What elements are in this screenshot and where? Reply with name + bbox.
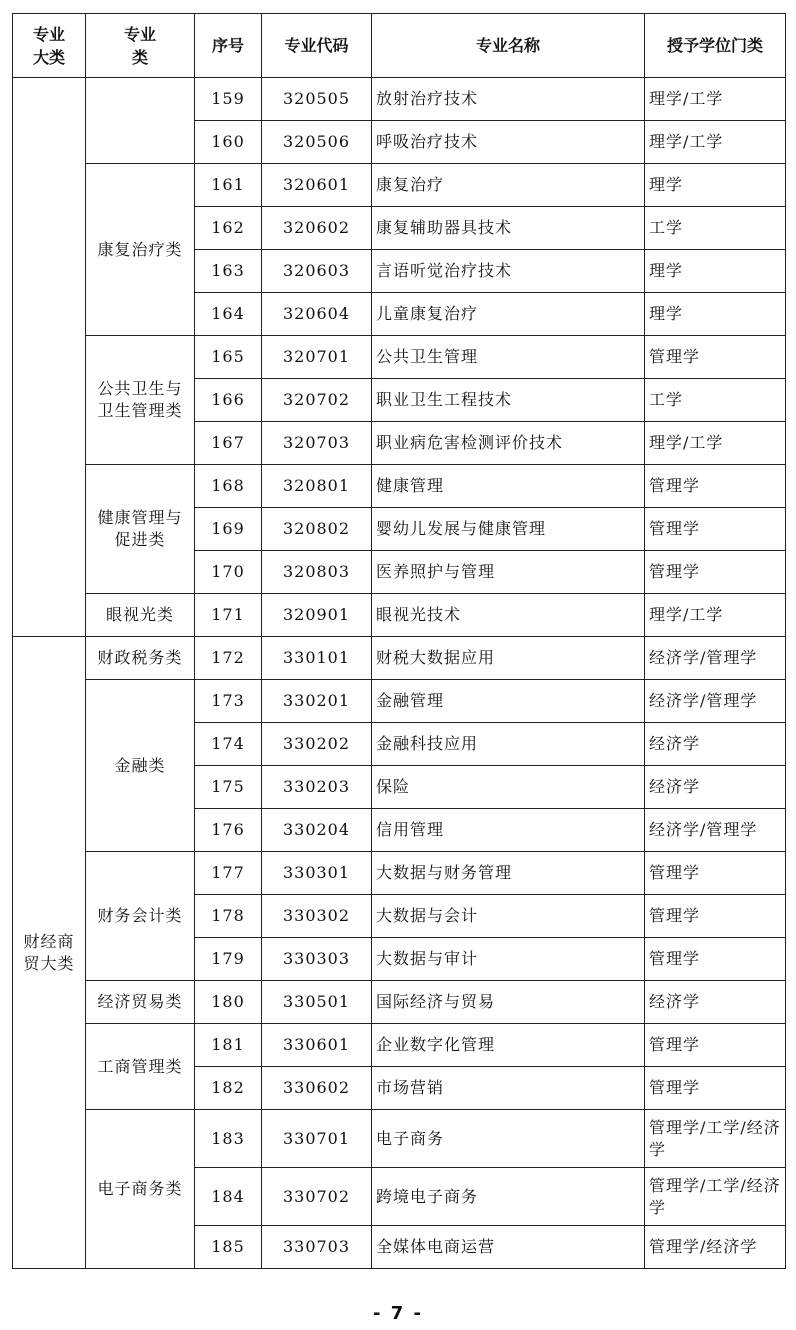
seq-cell: 174	[195, 723, 262, 766]
seq-cell: 179	[195, 938, 262, 981]
major-class-cell	[86, 336, 195, 465]
name-cell: 金融管理	[372, 680, 645, 723]
major-class-label: 金融类	[114, 755, 166, 775]
degree-cell: 理学/工学	[645, 121, 786, 164]
code-cell: 330203	[262, 766, 372, 809]
name-cell: 呼吸治疗技术	[372, 121, 645, 164]
degree-cell: 经济学/管理学	[645, 809, 786, 852]
code-cell: 320801	[262, 465, 372, 508]
seq-cell: 159	[195, 78, 262, 121]
code-cell: 330204	[262, 809, 372, 852]
seq-cell: 180	[195, 981, 262, 1024]
name-cell: 大数据与会计	[372, 895, 645, 938]
code-cell: 330303	[262, 938, 372, 981]
major-class-label: 经济贸易类	[97, 992, 183, 1011]
degree-cell: 理学/工学	[645, 78, 786, 121]
header-major-category	[13, 14, 86, 78]
major-class-label: 康复治疗类	[97, 239, 183, 259]
seq-cell: 167	[195, 422, 262, 465]
degree-cell: 理学/工学	[645, 422, 786, 465]
seq-cell: 175	[195, 766, 262, 809]
name-cell: 康复治疗	[372, 164, 645, 207]
degree-cell: 理学	[645, 293, 786, 336]
code-cell: 320601	[262, 164, 372, 207]
degree-cell: 理学	[645, 164, 786, 207]
name-cell: 职业病危害检测评价技术	[372, 422, 645, 465]
name-cell: 信用管理	[372, 809, 645, 852]
name-cell: 医养照护与管理	[372, 551, 645, 594]
major-class-label: 工商管理类	[97, 1056, 183, 1076]
name-cell: 大数据与财务管理	[372, 852, 645, 895]
name-cell: 金融科技应用	[372, 723, 645, 766]
header-row	[13, 14, 786, 78]
major-class-label: 眼视光类	[105, 605, 174, 624]
header-name: 专业名称	[372, 14, 645, 78]
name-cell: 儿童康复治疗	[372, 293, 645, 336]
seq-cell: 168	[195, 465, 262, 508]
code-cell: 330702	[262, 1168, 372, 1226]
major-category-cell	[13, 78, 86, 637]
table-row	[13, 465, 786, 508]
major-class-cell	[86, 637, 195, 680]
code-cell: 320802	[262, 508, 372, 551]
major-class-label: 公共卫生与 卫生管理类	[97, 379, 183, 420]
name-cell: 眼视光技术	[372, 594, 645, 637]
code-cell: 320604	[262, 293, 372, 336]
name-cell: 保险	[372, 766, 645, 809]
degree-cell: 理学	[645, 250, 786, 293]
name-cell: 电子商务	[372, 1110, 645, 1168]
majors-table	[12, 13, 786, 1269]
degree-cell: 管理学	[645, 938, 786, 981]
seq-cell: 169	[195, 508, 262, 551]
header-degree: 授予学位门类	[645, 14, 786, 78]
seq-cell: 173	[195, 680, 262, 723]
degree-cell: 经济学	[645, 981, 786, 1024]
table-row	[13, 164, 786, 207]
degree-cell: 管理学/工学/经济学	[645, 1168, 786, 1226]
seq-cell: 165	[195, 336, 262, 379]
table-row	[13, 78, 786, 121]
name-cell: 健康管理	[372, 465, 645, 508]
major-class-cell	[86, 981, 195, 1024]
name-cell: 市场营销	[372, 1067, 645, 1110]
code-cell: 330501	[262, 981, 372, 1024]
name-cell: 康复辅助器具技术	[372, 207, 645, 250]
code-cell: 320506	[262, 121, 372, 164]
seq-cell: 178	[195, 895, 262, 938]
code-cell: 320901	[262, 594, 372, 637]
degree-cell: 管理学/工学/经济学	[645, 1110, 786, 1168]
code-cell: 330201	[262, 680, 372, 723]
header-major-class	[86, 14, 195, 78]
major-class-label: 健康管理与 促进类	[97, 508, 183, 549]
name-cell: 国际经济与贸易	[372, 981, 645, 1024]
name-cell: 公共卫生管理	[372, 336, 645, 379]
name-cell: 职业卫生工程技术	[372, 379, 645, 422]
seq-cell: 172	[195, 637, 262, 680]
major-class-cell	[86, 1024, 195, 1110]
code-cell: 330601	[262, 1024, 372, 1067]
major-class-cell	[86, 164, 195, 336]
table-row	[13, 594, 786, 637]
name-cell: 财税大数据应用	[372, 637, 645, 680]
degree-cell: 管理学	[645, 852, 786, 895]
major-class-cell	[86, 594, 195, 637]
seq-cell: 161	[195, 164, 262, 207]
major-class-cell	[86, 465, 195, 594]
code-cell: 330701	[262, 1110, 372, 1168]
seq-cell: 176	[195, 809, 262, 852]
degree-cell: 经济学/管理学	[645, 680, 786, 723]
major-class-cell	[86, 1110, 195, 1269]
table-row	[13, 680, 786, 723]
major-class-cell	[86, 78, 195, 164]
code-cell: 330202	[262, 723, 372, 766]
table-row	[13, 1110, 786, 1168]
name-cell: 婴幼儿发展与健康管理	[372, 508, 645, 551]
header-major-class-line1: 专业 类	[123, 24, 156, 67]
code-cell: 320505	[262, 78, 372, 121]
name-cell: 大数据与审计	[372, 938, 645, 981]
code-cell: 320702	[262, 379, 372, 422]
degree-cell: 管理学	[645, 508, 786, 551]
seq-cell: 184	[195, 1168, 262, 1226]
degree-cell: 经济学	[645, 766, 786, 809]
seq-cell: 185	[195, 1226, 262, 1269]
seq-cell: 160	[195, 121, 262, 164]
degree-cell: 管理学	[645, 336, 786, 379]
major-class-label: 财政税务类	[97, 648, 183, 667]
table-row	[13, 981, 786, 1024]
seq-cell: 170	[195, 551, 262, 594]
header-seq: 序号	[195, 14, 262, 78]
seq-cell: 181	[195, 1024, 262, 1067]
major-category-label: 财经商 贸大类	[23, 931, 75, 973]
code-cell: 320703	[262, 422, 372, 465]
code-cell: 320803	[262, 551, 372, 594]
table-row	[13, 637, 786, 680]
code-cell: 320602	[262, 207, 372, 250]
name-cell: 言语听觉治疗技术	[372, 250, 645, 293]
code-cell: 330301	[262, 852, 372, 895]
code-cell: 330101	[262, 637, 372, 680]
code-cell: 320603	[262, 250, 372, 293]
major-class-label: 财务会计类	[97, 906, 183, 925]
seq-cell: 163	[195, 250, 262, 293]
degree-cell: 理学/工学	[645, 594, 786, 637]
name-cell: 放射治疗技术	[372, 78, 645, 121]
seq-cell: 164	[195, 293, 262, 336]
major-class-cell	[86, 852, 195, 981]
page-number: - 7 -	[373, 1303, 423, 1324]
table-row	[13, 1024, 786, 1067]
code-cell: 330602	[262, 1067, 372, 1110]
degree-cell: 管理学/经济学	[645, 1226, 786, 1269]
degree-cell: 管理学	[645, 1024, 786, 1067]
table-row	[13, 336, 786, 379]
table-row	[13, 852, 786, 895]
major-class-label: 电子商务类	[97, 1179, 183, 1198]
code-cell: 330302	[262, 895, 372, 938]
header-major-category-line1: 专业 大类	[32, 24, 65, 67]
code-cell: 330703	[262, 1226, 372, 1269]
name-cell: 跨境电子商务	[372, 1168, 645, 1226]
name-cell: 全媒体电商运营	[372, 1226, 645, 1269]
seq-cell: 183	[195, 1110, 262, 1168]
degree-cell: 管理学	[645, 1067, 786, 1110]
degree-cell: 管理学	[645, 465, 786, 508]
seq-cell: 182	[195, 1067, 262, 1110]
degree-cell: 管理学	[645, 895, 786, 938]
degree-cell: 经济学	[645, 723, 786, 766]
header-code: 专业代码	[262, 14, 372, 78]
seq-cell: 171	[195, 594, 262, 637]
degree-cell: 管理学	[645, 551, 786, 594]
degree-cell: 经济学/管理学	[645, 637, 786, 680]
seq-cell: 162	[195, 207, 262, 250]
major-class-cell	[86, 680, 195, 852]
major-category-cell	[13, 637, 86, 1269]
name-cell: 企业数字化管理	[372, 1024, 645, 1067]
code-cell: 320701	[262, 336, 372, 379]
degree-cell: 工学	[645, 379, 786, 422]
seq-cell: 166	[195, 379, 262, 422]
degree-cell: 工学	[645, 207, 786, 250]
seq-cell: 177	[195, 852, 262, 895]
